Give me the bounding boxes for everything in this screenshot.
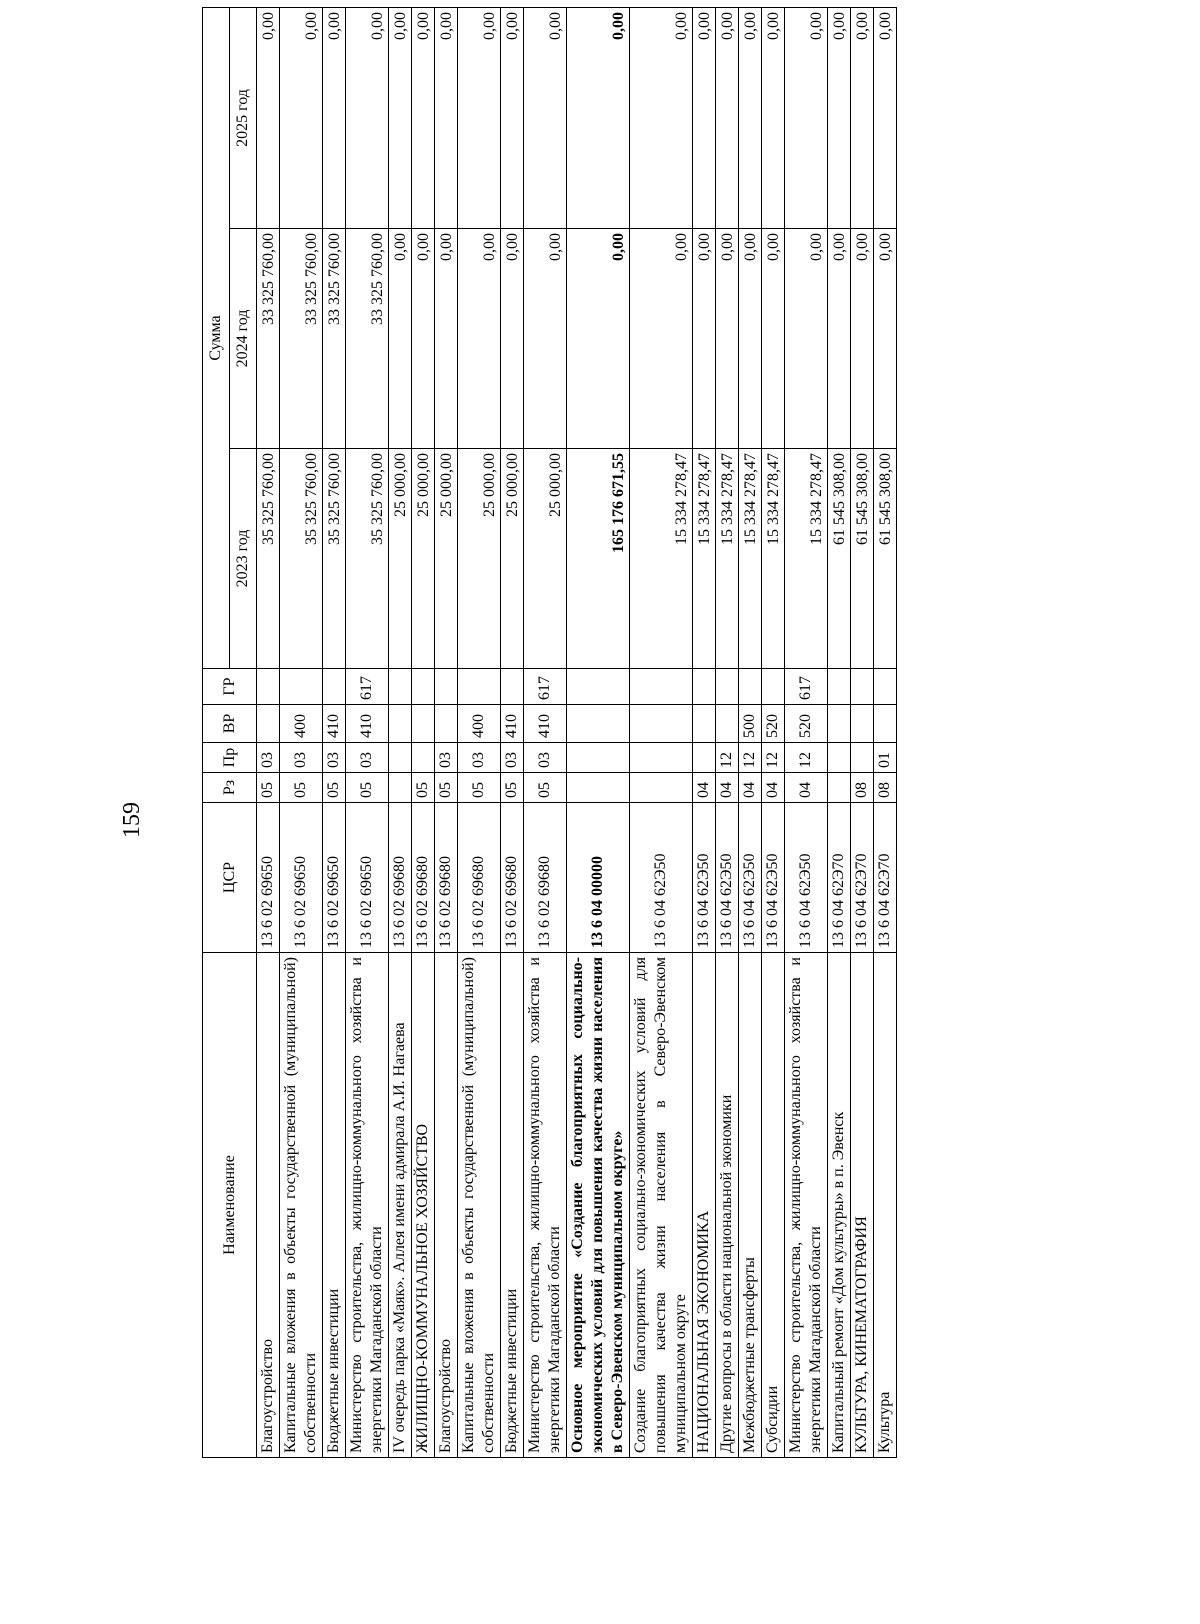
row-csr-cell: 13 6 02 69680: [389, 803, 412, 953]
row-rz-cell: 05: [458, 773, 501, 803]
row-pr-cell: 03: [458, 743, 501, 773]
row-gr-cell: [828, 669, 851, 705]
row-2023-cell: 15 334 278,47: [762, 449, 785, 669]
table-row: [435, 7, 458, 1457]
table-row: [346, 7, 389, 1457]
row-rz-cell: 05: [323, 773, 346, 803]
row-2025-cell: 0,00: [501, 7, 524, 228]
row-2024-cell: 0,00: [389, 229, 412, 449]
table-row: [739, 7, 762, 1457]
table-row: [524, 7, 567, 1457]
row-2025-cell: 0,00: [785, 7, 828, 228]
row-pr-cell: [693, 743, 716, 773]
row-2024-cell: 0,00: [762, 229, 785, 449]
row-csr-cell: 13 6 04 62Э70: [874, 803, 897, 953]
row-vr-cell: [412, 705, 435, 743]
row-name-cell: Культура: [874, 953, 897, 1458]
row-gr-cell: [389, 669, 412, 705]
row-2023-cell: 25 000,00: [524, 449, 567, 669]
row-2025-cell: 0,00: [280, 7, 323, 228]
row-rz-cell: 05: [524, 773, 567, 803]
row-2024-cell: 0,00: [630, 229, 693, 449]
row-pr-cell: [389, 743, 412, 773]
row-2024-cell: 0,00: [851, 229, 874, 449]
row-vr-cell: [389, 705, 412, 743]
row-pr-cell: 03: [435, 743, 458, 773]
row-gr-cell: 617: [524, 669, 567, 705]
row-gr-cell: [851, 669, 874, 705]
row-2025-cell: 0,00: [716, 7, 739, 228]
header-sum: Сумма: [203, 7, 230, 668]
row-pr-cell: 12: [762, 743, 785, 773]
header-2025: 2025 год: [230, 7, 257, 228]
row-vr-cell: 410: [524, 705, 567, 743]
table-row: [762, 7, 785, 1457]
row-vr-cell: [716, 705, 739, 743]
row-2025-cell: 0,00: [739, 7, 762, 228]
row-vr-cell: [630, 705, 693, 743]
row-vr-cell: 410: [501, 705, 524, 743]
row-gr-cell: [280, 669, 323, 705]
row-rz-cell: [567, 773, 630, 803]
row-name-cell: НАЦИОНАЛЬНАЯ ЭКОНОМИКА: [693, 953, 716, 1458]
row-2023-cell: 25 000,00: [501, 449, 524, 669]
table-row: [693, 7, 716, 1457]
row-name-cell: Капитальные вложения в объекты государственной (муниципальной) собственности: [280, 953, 323, 1458]
row-2023-cell: 15 334 278,47: [739, 449, 762, 669]
row-name-cell: Другие вопросы в области национальной экономики: [716, 953, 739, 1458]
row-pr-cell: 12: [739, 743, 762, 773]
table-row: [501, 7, 524, 1457]
row-csr-cell: 13 6 02 69650: [257, 803, 280, 953]
row-pr-cell: [567, 743, 630, 773]
row-csr-cell: 13 6 02 69680: [412, 803, 435, 953]
row-pr-cell: [851, 743, 874, 773]
row-name-cell: ЖИЛИЩНО-КОММУНАЛЬНОЕ ХОЗЯЙСТВО: [412, 953, 435, 1458]
table-row: [567, 7, 630, 1457]
row-2025-cell: 0,00: [828, 7, 851, 228]
row-2023-cell: 35 325 760,00: [323, 449, 346, 669]
row-rz-cell: [828, 773, 851, 803]
row-vr-cell: [828, 705, 851, 743]
row-vr-cell: 520: [785, 705, 828, 743]
row-name-cell: Межбюджетные трансферты: [739, 953, 762, 1458]
row-name-cell: Капитальные вложения в объекты государственной (муниципальной) собственности: [458, 953, 501, 1458]
row-2025-cell: 0,00: [389, 7, 412, 228]
table-row: [257, 7, 280, 1457]
header-gr: ГР: [203, 669, 257, 705]
table-row: [323, 7, 346, 1457]
row-name-cell: Благоустройство: [257, 953, 280, 1458]
row-csr-cell: 13 6 04 62Э50: [739, 803, 762, 953]
row-2025-cell: 0,00: [874, 7, 897, 228]
row-2025-cell: 0,00: [458, 7, 501, 228]
table-row: [389, 7, 412, 1457]
row-2024-cell: 0,00: [739, 229, 762, 449]
row-pr-cell: 12: [785, 743, 828, 773]
row-pr-cell: 03: [346, 743, 389, 773]
table-row: [828, 7, 851, 1457]
row-2024-cell: 0,00: [524, 229, 567, 449]
row-name-cell: Министерство строительства, жилищно-коммунального хозяйства и энергетики Магаданской области: [785, 953, 828, 1458]
row-csr-cell: 13 6 02 69650: [323, 803, 346, 953]
row-2023-cell: 25 000,00: [435, 449, 458, 669]
table-row: [458, 7, 501, 1457]
row-gr-cell: [630, 669, 693, 705]
row-pr-cell: [412, 743, 435, 773]
row-name-cell: Создание благоприятных социально-экономических условий для повышения качества жизни населения в Северо-Эвенском муниципальном округе: [630, 953, 693, 1458]
row-csr-cell: 13 6 04 00000: [567, 803, 630, 953]
row-gr-cell: [716, 669, 739, 705]
table-row: [716, 7, 739, 1457]
row-name-cell: Благоустройство: [435, 953, 458, 1458]
row-2023-cell: 15 334 278,47: [785, 449, 828, 669]
row-gr-cell: [567, 669, 630, 705]
table-row: [280, 7, 323, 1457]
row-name-cell: IV очередь парка «Маяк». Аллея имени адмирала А.И. Нагаева: [389, 953, 412, 1458]
row-vr-cell: 520: [762, 705, 785, 743]
row-pr-cell: 03: [257, 743, 280, 773]
row-name-cell: Бюджетные инвестиции: [323, 953, 346, 1458]
row-csr-cell: 13 6 02 69680: [458, 803, 501, 953]
row-2025-cell: 0,00: [567, 7, 630, 228]
header-pr: Пр: [203, 743, 257, 773]
row-gr-cell: 617: [785, 669, 828, 705]
row-gr-cell: [257, 669, 280, 705]
row-2024-cell: 33 325 760,00: [323, 229, 346, 449]
row-rz-cell: 04: [785, 773, 828, 803]
row-csr-cell: 13 6 04 62Э50: [785, 803, 828, 953]
row-2023-cell: 165 176 671,55: [567, 449, 630, 669]
row-name-cell: Основное мероприятие «Создание благоприятных социально-экономических условий для повышения качества жизни населения в Северо-Эвенском муниципальном округе»: [567, 953, 630, 1458]
row-vr-cell: 500: [739, 705, 762, 743]
header-name: Наименование: [203, 953, 257, 1458]
row-2024-cell: 0,00: [412, 229, 435, 449]
row-rz-cell: 05: [435, 773, 458, 803]
row-2023-cell: 61 545 308,00: [874, 449, 897, 669]
row-rz-cell: 04: [693, 773, 716, 803]
row-csr-cell: 13 6 02 69650: [346, 803, 389, 953]
row-name-cell: Министерство строительства, жилищно-коммунального хозяйства и энергетики Магаданской области: [524, 953, 567, 1458]
row-2024-cell: 0,00: [567, 229, 630, 449]
row-rz-cell: 04: [739, 773, 762, 803]
row-2024-cell: 0,00: [693, 229, 716, 449]
row-name-cell: Бюджетные инвестиции: [501, 953, 524, 1458]
row-gr-cell: [412, 669, 435, 705]
row-csr-cell: 13 6 04 62Э50: [630, 803, 693, 953]
row-vr-cell: 410: [346, 705, 389, 743]
table-row: [412, 7, 435, 1457]
row-2024-cell: 0,00: [874, 229, 897, 449]
row-2023-cell: 15 334 278,47: [716, 449, 739, 669]
row-pr-cell: 03: [524, 743, 567, 773]
row-pr-cell: [828, 743, 851, 773]
row-2024-cell: 0,00: [458, 229, 501, 449]
row-gr-cell: [501, 669, 524, 705]
row-rz-cell: 05: [412, 773, 435, 803]
row-vr-cell: [851, 705, 874, 743]
row-2024-cell: 33 325 760,00: [257, 229, 280, 449]
row-rz-cell: 04: [716, 773, 739, 803]
row-name-cell: Субсидии: [762, 953, 785, 1458]
row-gr-cell: [739, 669, 762, 705]
row-2023-cell: 35 325 760,00: [257, 449, 280, 669]
row-2024-cell: 0,00: [716, 229, 739, 449]
row-2023-cell: 61 545 308,00: [828, 449, 851, 669]
table-row: [785, 7, 828, 1457]
row-pr-cell: 03: [280, 743, 323, 773]
row-2024-cell: 33 325 760,00: [280, 229, 323, 449]
row-2025-cell: 0,00: [524, 7, 567, 228]
table-row: [630, 7, 693, 1457]
row-gr-cell: 617: [346, 669, 389, 705]
row-rz-cell: 05: [257, 773, 280, 803]
row-name-cell: Капитальный ремонт «Дом культуры» в п. Эвенск: [828, 953, 851, 1458]
row-csr-cell: 13 6 04 62Э50: [693, 803, 716, 953]
row-2024-cell: 0,00: [501, 229, 524, 449]
row-csr-cell: 13 6 04 62Э50: [716, 803, 739, 953]
row-csr-cell: 13 6 02 69650: [280, 803, 323, 953]
budget-table-rotated: [202, 8, 1082, 1458]
row-csr-cell: 13 6 04 62Э70: [851, 803, 874, 953]
header-rz: Рз: [203, 773, 257, 803]
row-2025-cell: 0,00: [323, 7, 346, 228]
header-2023: 2023 год: [230, 449, 257, 669]
header-vr: ВР: [203, 705, 257, 743]
table-body: [257, 7, 897, 1457]
row-pr-cell: 03: [323, 743, 346, 773]
row-2023-cell: 25 000,00: [389, 449, 412, 669]
row-2023-cell: 35 325 760,00: [346, 449, 389, 669]
row-gr-cell: [693, 669, 716, 705]
header-2024: 2024 год: [230, 229, 257, 449]
row-csr-cell: 13 6 02 69680: [524, 803, 567, 953]
row-2023-cell: 25 000,00: [412, 449, 435, 669]
row-2024-cell: 0,00: [785, 229, 828, 449]
row-2025-cell: 0,00: [693, 7, 716, 228]
header-row-top: [203, 7, 230, 1457]
row-2025-cell: 0,00: [851, 7, 874, 228]
row-2024-cell: 33 325 760,00: [346, 229, 389, 449]
row-vr-cell: 400: [458, 705, 501, 743]
row-2025-cell: 0,00: [630, 7, 693, 228]
row-vr-cell: [435, 705, 458, 743]
row-name-cell: КУЛЬТУРА, КИНЕМАТОГРАФИЯ: [851, 953, 874, 1458]
row-2025-cell: 0,00: [412, 7, 435, 228]
row-rz-cell: 05: [280, 773, 323, 803]
table-row: [851, 7, 874, 1457]
row-vr-cell: [693, 705, 716, 743]
header-csr: ЦСР: [203, 803, 257, 953]
row-vr-cell: 410: [323, 705, 346, 743]
row-pr-cell: 03: [501, 743, 524, 773]
row-vr-cell: [874, 705, 897, 743]
row-csr-cell: 13 6 04 62Э50: [762, 803, 785, 953]
row-name-cell: Министерство строительства, жилищно-коммунального хозяйства и энергетики Магаданской области: [346, 953, 389, 1458]
row-vr-cell: [567, 705, 630, 743]
row-gr-cell: [435, 669, 458, 705]
row-2023-cell: 25 000,00: [458, 449, 501, 669]
row-pr-cell: 01: [874, 743, 897, 773]
row-2023-cell: 61 545 308,00: [851, 449, 874, 669]
row-csr-cell: 13 6 04 62Э70: [828, 803, 851, 953]
row-csr-cell: 13 6 02 69680: [501, 803, 524, 953]
row-gr-cell: [874, 669, 897, 705]
row-rz-cell: [630, 773, 693, 803]
row-gr-cell: [323, 669, 346, 705]
row-gr-cell: [458, 669, 501, 705]
row-rz-cell: 05: [346, 773, 389, 803]
row-2025-cell: 0,00: [257, 7, 280, 228]
row-2023-cell: 35 325 760,00: [280, 449, 323, 669]
row-2024-cell: 0,00: [435, 229, 458, 449]
row-2025-cell: 0,00: [762, 7, 785, 228]
row-rz-cell: 08: [874, 773, 897, 803]
row-rz-cell: 08: [851, 773, 874, 803]
page-number: 159: [119, 802, 145, 838]
row-pr-cell: [630, 743, 693, 773]
row-rz-cell: 05: [501, 773, 524, 803]
row-csr-cell: 13 6 02 69680: [435, 803, 458, 953]
row-vr-cell: [257, 705, 280, 743]
row-rz-cell: 04: [762, 773, 785, 803]
row-vr-cell: 400: [280, 705, 323, 743]
row-rz-cell: [389, 773, 412, 803]
row-2023-cell: 15 334 278,47: [693, 449, 716, 669]
row-2023-cell: 15 334 278,47: [630, 449, 693, 669]
row-gr-cell: [762, 669, 785, 705]
row-2025-cell: 0,00: [346, 7, 389, 228]
row-2025-cell: 0,00: [435, 7, 458, 228]
row-pr-cell: 12: [716, 743, 739, 773]
table-row: [874, 7, 897, 1457]
row-2024-cell: 0,00: [828, 229, 851, 449]
budget-table: [202, 7, 897, 1458]
